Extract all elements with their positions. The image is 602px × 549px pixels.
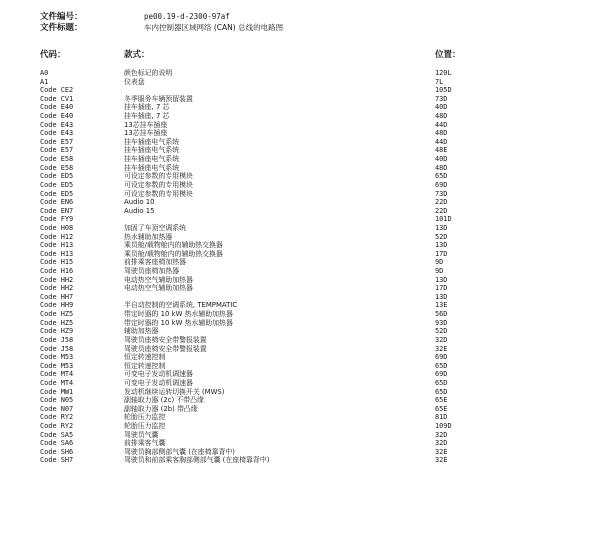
row-code: Code H13 [40,249,74,258]
row-position: 13E [435,301,448,310]
row-description: 热水辅助加热器 [124,232,173,241]
row-description: 加固了车顶空调系统 [124,223,187,232]
row-position: 65D [435,387,448,396]
row-description: 挂车插座, 7 芯 [124,112,170,121]
row-position: 65D [435,378,448,387]
row-code: Code E58 [40,163,74,172]
row-position: 48E [435,146,448,155]
row-description: 挂车插座电气系统 [124,146,180,155]
table-row [0,293,602,302]
row-code: Code M53 [40,361,74,370]
row-description: 副轴取力器 (2c) 不带凸缘 [124,396,204,405]
table-row [0,146,602,155]
row-code: Code RY2 [40,413,74,422]
table-row [0,258,602,267]
row-description: 挂车插座, 7 芯 [124,103,170,112]
row-code: Code H15 [40,258,74,267]
row-description: 挂车插座电气系统 [124,155,180,164]
row-position: 105D [435,86,452,95]
table-row [0,224,602,233]
row-position: 69D [435,370,448,379]
row-code: Code CE2 [40,86,74,95]
table-row [0,233,602,242]
table-row [0,190,602,199]
row-code: Code E57 [40,146,74,155]
row-position: 13D [435,223,448,232]
row-position: 32D [435,335,448,344]
row-description: 驾驶员座椅安全带警报装置 [124,344,207,353]
row-position: 32E [435,344,448,353]
row-code: Code HZ9 [40,327,74,336]
row-code: Code HH7 [40,292,74,301]
row-code: Code MT4 [40,370,74,379]
table-row [0,396,602,405]
table-row [0,138,602,147]
row-code: Code E58 [40,155,74,164]
table-row [0,413,602,422]
row-position: 56D [435,310,448,319]
row-position: 69D [435,353,448,362]
doc-number-value: pe00.19-d-2300-97af [144,12,230,21]
row-description: 驾驶员气囊 [124,430,159,439]
table-row [0,103,602,112]
row-description: 带定时器的 10 kW 热水辅助加热器 [124,318,233,327]
row-position: 101D [435,215,452,224]
table-row [0,121,602,130]
row-position: 7L [435,77,444,86]
column-header-code: 代码： [40,50,66,60]
row-position: 32D [435,439,448,448]
row-description: Audio 15 [124,206,155,215]
row-description: 可设定参数的专用模块 [124,180,193,189]
row-description: 13芯挂车插座 [124,129,168,138]
row-position: 40D [435,103,448,112]
doc-number-label: 文件编号： [40,12,83,22]
row-code: Code EN7 [40,206,74,215]
table-row [0,112,602,121]
row-description: 辅助加热器 [124,327,159,336]
table-row [0,155,602,164]
row-description: 前排乘客气囊 [124,439,166,448]
row-code: Code N05 [40,396,74,405]
row-code: Code HH2 [40,284,74,293]
row-code: Code H16 [40,267,74,276]
row-description: 驾驶员座椅安全带警报装置 [124,335,207,344]
table-row [0,129,602,138]
row-description: 电动热空气辅助加热器 [124,284,193,293]
table-row [0,172,602,181]
row-description: 可设定参数的专用模块 [124,189,193,198]
table-row [0,69,602,78]
table-row [0,422,602,431]
row-code: Code ED5 [40,180,74,189]
row-description: 轮胎压力监控 [124,413,166,422]
row-code: Code SH7 [40,456,74,465]
row-code: Code RY2 [40,421,74,430]
row-code: Code E57 [40,137,74,146]
table-row [0,431,602,440]
row-description: 仪表盘 [124,77,145,86]
row-code: Code FY9 [40,215,74,224]
row-position: 48D [435,112,448,121]
table-row [0,276,602,285]
row-position: 13D [435,275,448,284]
row-code: Code HZ5 [40,318,74,327]
table-row [0,370,602,379]
row-description: 驾驶员胸部侧部气囊 (在座椅靠背中) [124,447,235,456]
row-position: 44D [435,120,448,129]
row-code: Code E43 [40,120,74,129]
row-code: Code SH6 [40,447,74,456]
row-description: 恒定转速控制 [124,361,166,370]
table-row [0,207,602,216]
doc-title-value: 车内控制器区域网络 (CAN) 总线的电路图 [144,23,284,32]
row-code: Code ED5 [40,189,74,198]
table-row [0,267,602,276]
row-description: 驾驶员和前部乘客胸部侧部气囊 (在座椅靠背中) [124,456,270,465]
row-description: 可变电子发动机调速器 [124,370,193,379]
row-position: 48D [435,129,448,138]
row-description: 发动机继续运转切换开关 (MWS) [124,387,225,396]
row-description: 半自动控制的空调系统, TEMPMATIC [124,301,238,310]
row-description: 颜色标记的说明 [124,69,173,77]
table-row [0,353,602,362]
table-row [0,345,602,354]
row-description: 13芯挂车插座 [124,120,168,129]
column-header-position: 位置： [435,50,461,60]
row-position: 22D [435,206,448,215]
table-row [0,215,602,224]
row-code: Code HH2 [40,275,74,284]
row-position: 13D [435,292,448,301]
row-position: 52D [435,232,448,241]
row-code: Code H13 [40,241,74,250]
row-code: A0 [40,69,49,77]
row-code: Code CV1 [40,94,74,103]
row-code: Code E40 [40,103,74,112]
row-position: 65D [435,361,448,370]
row-description: 乘员舱/载物舱内的辅助热交换器 [124,249,223,258]
row-description: 带定时器的 10 kW 热水辅助加热器 [124,310,233,319]
row-code: Code N07 [40,404,74,413]
row-description: 轮胎压力监控 [124,421,166,430]
table-row [0,327,602,336]
row-position: 109D [435,421,452,430]
table-row [0,336,602,345]
row-description: 乘员舱/载物舱内的辅助热交换器 [124,241,223,250]
row-description: 副轴取力器 (2b) 带凸缘 [124,404,198,413]
row-position: 81D [435,413,448,422]
row-position: 13D [435,241,448,250]
row-position: 65E [435,404,448,413]
table-row [0,164,602,173]
table-row [0,301,602,310]
row-description: 驾驶员座椅加热器 [124,267,180,276]
row-description: 冬季服务车辆预留装置 [124,94,193,103]
row-description: Audio 10 [124,198,155,207]
table-row [0,86,602,95]
row-description: 前排乘客座椅加热器 [124,258,187,267]
row-position: 44D [435,137,448,146]
row-position: 65D [435,172,448,181]
row-position: 52D [435,327,448,336]
table-row [0,456,602,465]
table-row [0,362,602,371]
row-code: Code SA6 [40,439,74,448]
row-position: 17D [435,249,448,258]
row-description: 挂车插座电气系统 [124,163,180,172]
row-description: 挂车插座电气系统 [124,137,180,146]
row-description: 电动热空气辅助加热器 [124,275,193,284]
table-row [0,241,602,250]
row-position: 9D [435,267,444,276]
table-row [0,310,602,319]
table-row [0,319,602,328]
row-code: A1 [40,77,49,86]
row-code: Code EN6 [40,198,74,207]
table-row [0,448,602,457]
row-code: Code H12 [40,232,74,241]
row-position: 9D [435,258,444,267]
row-position: 48D [435,163,448,172]
row-code: Code J58 [40,344,74,353]
row-code: Code E40 [40,112,74,121]
row-description: 恒定转速控制 [124,353,166,362]
table-row [0,284,602,293]
row-position: 73D [435,189,448,198]
row-code: Code H08 [40,223,74,232]
table-row [0,181,602,190]
table-row [0,198,602,207]
table-row [0,388,602,397]
row-code: Code MW1 [40,387,74,396]
row-position: 120L [435,69,452,77]
row-position: 32E [435,456,448,465]
doc-title-label: 文件标题： [40,23,83,33]
row-description: 可设定参数的专用模块 [124,172,193,181]
row-code: Code MT4 [40,378,74,387]
row-code: Code HZ5 [40,310,74,319]
column-header-description: 款式： [124,50,150,60]
row-code: Code SA5 [40,430,74,439]
row-position: 17D [435,284,448,293]
row-code: Code M53 [40,353,74,362]
row-code: Code E43 [40,129,74,138]
row-position: 65E [435,396,448,405]
row-code: Code HH9 [40,301,74,310]
row-position: 22D [435,198,448,207]
row-description: 可变电子发动机调速器 [124,378,193,387]
row-position: 32D [435,430,448,439]
row-position: 32E [435,447,448,456]
table-row [0,405,602,414]
code-table [0,69,602,465]
table-row [0,250,602,259]
table-row [0,379,602,388]
row-position: 69D [435,180,448,189]
row-position: 93D [435,318,448,327]
row-position: 40D [435,155,448,164]
row-code: Code ED5 [40,172,74,181]
row-position: 73D [435,94,448,103]
table-row [0,78,602,87]
table-row [0,95,602,104]
table-row [0,439,602,448]
row-code: Code J58 [40,335,74,344]
